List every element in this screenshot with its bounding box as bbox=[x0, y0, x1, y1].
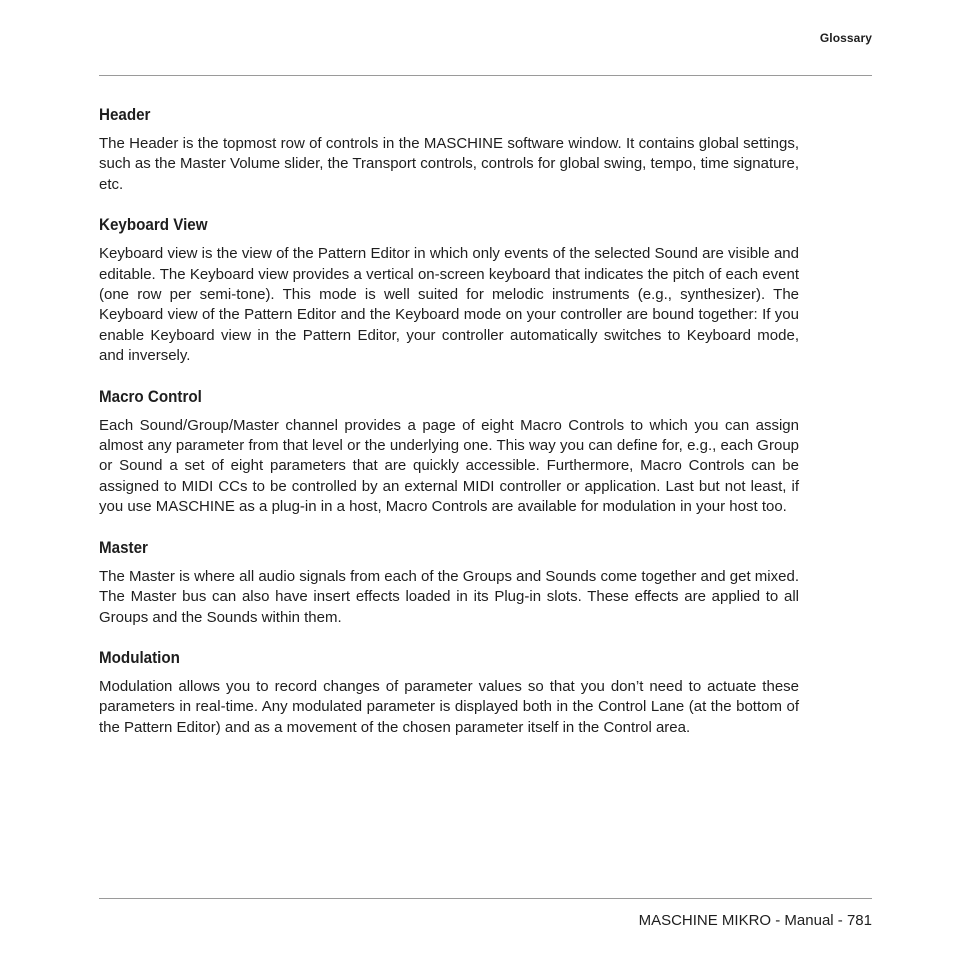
glossary-definition: The Header is the topmost row of controls in the MASCHINE software window. It contains global settings, such as the Master Volume slider, the Transport controls, controls for global swing, tempo, time signature, etc. bbox=[99, 135, 799, 193]
glossary-entry-modulation bbox=[99, 647, 799, 738]
glossary-term: Master bbox=[99, 538, 148, 557]
glossary-content bbox=[99, 104, 799, 738]
glossary-term: Header bbox=[99, 106, 151, 124]
glossary-definition: The Master is where all audio signals from each of the Groups and Sounds come together and get mixed. The Master bus can also have insert effects loaded in its Plug-in slots. These effects are applied to all Groups and the Sounds within them. bbox=[99, 567, 799, 626]
glossary-definition: Keyboard view is the view of the Pattern Editor in which only events of the selected Sound are visible and editable. The Keyboard view provides a vertical on-screen keyboard that indicates the pitch of each event (one row per semi-tone). This mode is well suited for melodic instruments (e.g., synthesizer). The Keyboard view of the Pattern Editor and the Keyboard mode on your controller are bound together: If you enable Keyboard view in the Pattern Editor, your controller automatically switches to Keyboard mode, and inversely. bbox=[99, 245, 799, 365]
glossary-entry-keyboard-view bbox=[99, 214, 799, 366]
running-head-section-title: Glossary bbox=[819, 31, 872, 45]
page-footer: MASCHINE MIKRO - Manual - 781 bbox=[638, 912, 872, 929]
glossary-term: Keyboard View bbox=[99, 216, 208, 235]
glossary-term: Modulation bbox=[99, 648, 180, 667]
glossary-definition: Modulation allows you to record changes of parameter values so that you don’t need to actuate these parameters in real-time. Any modulated parameter is displayed both in the Control Lane (at the bottom of the Pattern Editor) and as a movement of the chosen parameter itself in the Control area. bbox=[99, 677, 799, 736]
glossary-term: Macro Control bbox=[99, 387, 202, 406]
header-divider bbox=[99, 75, 872, 76]
glossary-definition: Each Sound/Group/Master channel provides a page of eight Macro Controls to which you can assign almost any parameter from that level or the underlying one. This way you can define for, e.g., each Group or Sound a set of eight parameters that are quickly accessible. Furthermore, Macro Controls can be assigned to MIDI CCs to be controlled by an external MIDI controller or application. Last but not least, if you use MASCHINE as a plug-in in a host, Macro Controls are available for modulation in your host too. bbox=[99, 416, 799, 516]
glossary-entry-macro-control bbox=[99, 386, 799, 518]
glossary-entry-master bbox=[99, 537, 799, 628]
footer-divider bbox=[99, 898, 872, 899]
glossary-entry-header bbox=[99, 104, 799, 195]
